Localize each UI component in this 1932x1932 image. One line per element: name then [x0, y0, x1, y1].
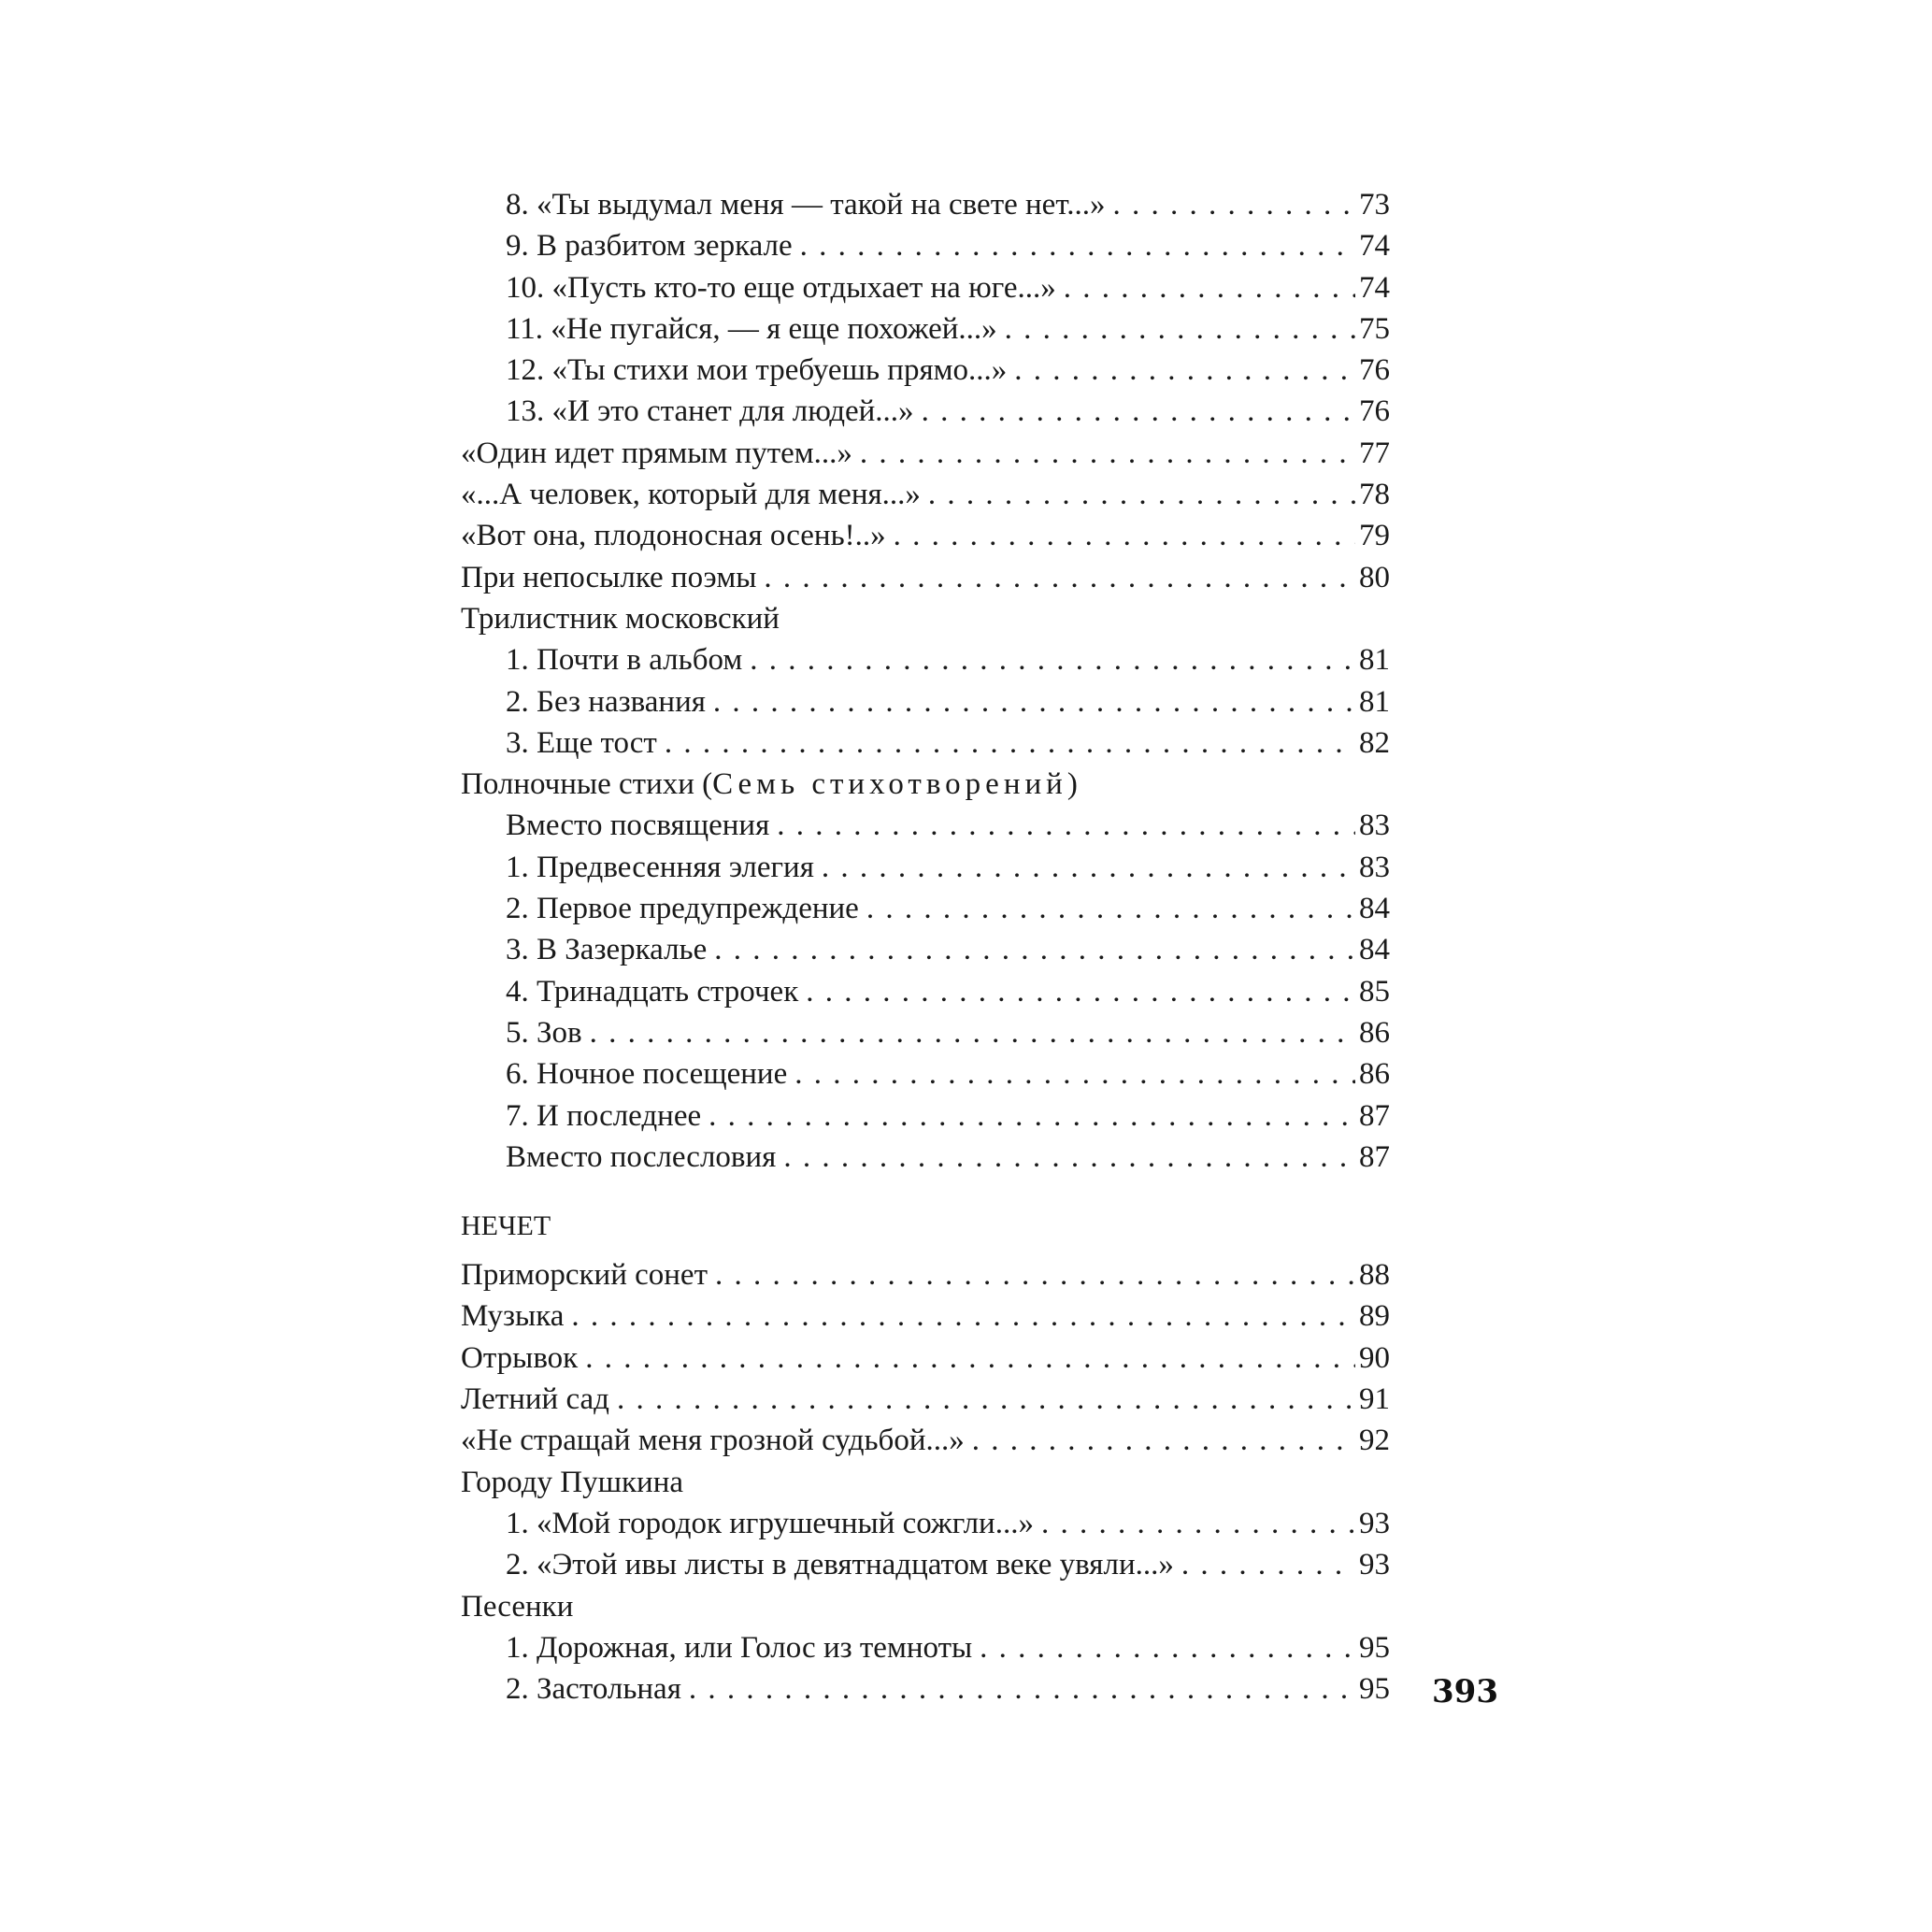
- toc-heading-trilistnik: [461, 598, 1390, 639]
- toc-entry: [461, 1503, 1390, 1544]
- toc-entry-page: 90: [1359, 1340, 1390, 1375]
- toc-entry-page: 88: [1359, 1258, 1390, 1293]
- dot-leader: [742, 639, 1355, 680]
- dot-leader: [582, 1012, 1355, 1053]
- dot-leader: [708, 1254, 1355, 1295]
- dot-leader: [787, 1053, 1355, 1095]
- toc-entry: [461, 1137, 1390, 1178]
- dot-leader: [914, 391, 1355, 432]
- dot-leader: [921, 474, 1355, 515]
- dot-leader: [852, 433, 1355, 474]
- dot-leader: [997, 308, 1355, 350]
- dot-leader: [609, 1379, 1355, 1420]
- toc-group-nechet: [461, 1254, 1390, 1461]
- toc-entry: [461, 888, 1390, 929]
- heading-text: Песенки: [461, 1589, 574, 1624]
- dot-leader: [756, 557, 1355, 598]
- dot-leader: [1034, 1503, 1355, 1544]
- toc-entry-title: «Вот она, плодоносная осень!..»: [461, 519, 886, 553]
- toc-entry: [461, 1053, 1390, 1095]
- toc-entry: [461, 515, 1390, 556]
- toc-entry: [461, 805, 1390, 846]
- dot-leader: [681, 1668, 1355, 1710]
- toc-entry-title: 1. Дорожная, или Голос из темноты: [506, 1630, 973, 1665]
- toc-entry-title: 10. «Пусть кто-то еще отдыхает на юге...»: [506, 270, 1056, 305]
- toc-entry-page: 93: [1359, 1506, 1390, 1540]
- toc-entry-title: 8. «Ты выдумал меня — такой на свете нет...»: [506, 188, 1106, 222]
- dot-leader: [798, 971, 1355, 1012]
- toc-entry-title: Отрывок: [461, 1340, 579, 1375]
- toc-entry: [461, 557, 1390, 598]
- toc-entry: [461, 1254, 1390, 1295]
- dot-leader: [769, 805, 1355, 846]
- toc-entry-title: 5. Зов: [506, 1015, 582, 1050]
- toc-entry-page: 73: [1359, 188, 1390, 222]
- toc-entry-page: 83: [1359, 809, 1390, 843]
- toc-entry-title: 13. «И это станет для людей...»: [506, 394, 914, 429]
- section-title: НЕЧЕТ: [461, 1210, 551, 1242]
- dot-leader: [578, 1338, 1355, 1379]
- toc-entry-page: 95: [1359, 1630, 1390, 1665]
- toc-entry-title: 1. Почти в альбом: [506, 643, 743, 678]
- toc-entry-title: 6. Ночное посещение: [506, 1057, 788, 1092]
- toc-entry-page: 76: [1359, 353, 1390, 388]
- toc-entry-title: 2. Первое предупреждение: [506, 892, 859, 926]
- page-number: 393: [1432, 1673, 1498, 1710]
- toc-heading-pushkin: [461, 1462, 1390, 1503]
- toc-entry: [461, 1420, 1390, 1461]
- toc-group-part1: [461, 184, 1390, 598]
- toc-entry-page: 74: [1359, 229, 1390, 264]
- toc-entry-page: 87: [1359, 1139, 1390, 1174]
- toc-entry-title: 2. «Этой ивы листы в девятнадцатом веке увяли...»: [506, 1548, 1174, 1582]
- toc-group-trilistnik: [461, 639, 1390, 764]
- toc-entry-page: 92: [1359, 1424, 1390, 1458]
- toc-heading-polnochnye: [461, 764, 1390, 805]
- toc-entry-title: 11. «Не пугайся, — я еще похожей...»: [506, 311, 997, 346]
- toc-entry: [461, 847, 1390, 888]
- heading-text: Полночные стихи (: [461, 767, 713, 802]
- heading-subtitle-spaced: Семь стихотворений: [712, 767, 1067, 802]
- toc-entry-page: 74: [1359, 270, 1390, 305]
- toc-entry: [461, 681, 1390, 723]
- dot-leader: [1106, 184, 1355, 225]
- toc-entry: [461, 350, 1390, 391]
- toc-entry-page: 86: [1359, 1015, 1390, 1050]
- toc-entry: [461, 1338, 1390, 1379]
- heading-text-end: ): [1066, 767, 1078, 802]
- toc-entry-page: 95: [1359, 1672, 1390, 1707]
- toc-entry-title: 4. Тринадцать строчек: [506, 974, 799, 1009]
- toc-entry: [461, 391, 1390, 432]
- heading-text: Трилистник московский: [461, 601, 780, 636]
- toc-entry: [461, 723, 1390, 764]
- dot-leader: [706, 681, 1355, 723]
- toc-entry-page: 84: [1359, 892, 1390, 926]
- toc-entry-title: Вместо послесловия: [506, 1139, 777, 1174]
- heading-text: Городу Пушкина: [461, 1465, 684, 1499]
- toc-entry-page: 86: [1359, 1057, 1390, 1092]
- dot-leader: [1056, 267, 1355, 308]
- toc-entry: [461, 1668, 1390, 1710]
- toc-entry-title: 9. В разбитом зеркале: [506, 229, 793, 264]
- toc-entry-page: 93: [1359, 1548, 1390, 1582]
- toc-entry-page: 80: [1359, 560, 1390, 594]
- toc-entry: [461, 1012, 1390, 1053]
- toc-entry: [461, 1627, 1390, 1668]
- dot-leader: [814, 847, 1355, 888]
- toc-entry-page: 77: [1359, 436, 1390, 470]
- table-of-contents: [461, 184, 1390, 1710]
- toc-entry-title: «Не стращай меня грозной судьбой...»: [461, 1424, 965, 1458]
- toc-entry-title: Музыка: [461, 1299, 565, 1334]
- toc-entry-title: Вместо посвящения: [506, 809, 770, 843]
- toc-entry-page: 79: [1359, 519, 1390, 553]
- toc-entry: [461, 1295, 1390, 1337]
- section-spacer: [461, 1178, 1390, 1204]
- toc-group-pesenki: [461, 1627, 1390, 1710]
- toc-entry: [461, 1544, 1390, 1585]
- dot-leader: [972, 1627, 1355, 1668]
- toc-entry-page: 78: [1359, 478, 1390, 512]
- toc-entry-title: 7. И последнее: [506, 1098, 702, 1133]
- dot-leader: [1007, 350, 1355, 391]
- toc-entry-title: 1. «Мой городок игрушечный сожгли...»: [506, 1506, 1034, 1540]
- toc-entry-title: 1. Предвесенняя элегия: [506, 850, 814, 884]
- toc-entry-title: Летний сад: [461, 1382, 609, 1417]
- toc-entry-page: 75: [1359, 311, 1390, 346]
- dot-leader: [776, 1137, 1355, 1178]
- toc-group-pushkin: [461, 1503, 1390, 1586]
- toc-entry-title: 12. «Ты стихи мои требуешь прямо...»: [506, 353, 1008, 388]
- toc-entry-title: 2. Без названия: [506, 684, 706, 719]
- toc-entry: [461, 971, 1390, 1012]
- toc-entry-page: 91: [1359, 1382, 1390, 1417]
- toc-entry: [461, 639, 1390, 680]
- toc-entry-page: 82: [1359, 725, 1390, 760]
- toc-entry-page: 87: [1359, 1098, 1390, 1133]
- dot-leader: [707, 929, 1355, 970]
- toc-entry: [461, 1095, 1390, 1137]
- dot-leader: [564, 1295, 1355, 1337]
- dot-leader: [657, 723, 1355, 764]
- toc-entry: [461, 474, 1390, 515]
- dot-leader: [886, 515, 1355, 556]
- toc-entry-title: «...А человек, который для меня...»: [461, 478, 921, 512]
- toc-entry: [461, 308, 1390, 350]
- toc-entry: [461, 929, 1390, 970]
- dot-leader: [965, 1420, 1355, 1461]
- toc-group-polnochnye: [461, 805, 1390, 1178]
- dot-leader: [701, 1095, 1355, 1137]
- toc-entry-page: 83: [1359, 850, 1390, 884]
- toc-entry-title: «Один идет прямым путем...»: [461, 436, 852, 470]
- toc-entry: [461, 184, 1390, 225]
- toc-entry-page: 89: [1359, 1299, 1390, 1334]
- toc-heading-pesenki: [461, 1586, 1390, 1627]
- dot-leader: [859, 888, 1355, 929]
- toc-entry-title: При непосылке поэмы: [461, 560, 757, 594]
- toc-entry-page: 81: [1359, 684, 1390, 719]
- toc-entry-page: 76: [1359, 394, 1390, 429]
- toc-entry-title: 2. Застольная: [506, 1672, 681, 1707]
- toc-entry: [461, 267, 1390, 308]
- toc-entry: [461, 433, 1390, 474]
- dot-leader: [793, 225, 1355, 266]
- toc-entry-page: 85: [1359, 974, 1390, 1009]
- toc-entry-title: 3. В Зазеркалье: [506, 933, 708, 967]
- toc-entry-page: 81: [1359, 643, 1390, 678]
- dot-leader: [1174, 1544, 1355, 1585]
- toc-entry: [461, 225, 1390, 266]
- toc-entry-title: 3. Еще тост: [506, 725, 657, 760]
- toc-entry: [461, 1379, 1390, 1420]
- toc-entry-title: Приморский сонет: [461, 1258, 708, 1293]
- toc-entry-page: 84: [1359, 933, 1390, 967]
